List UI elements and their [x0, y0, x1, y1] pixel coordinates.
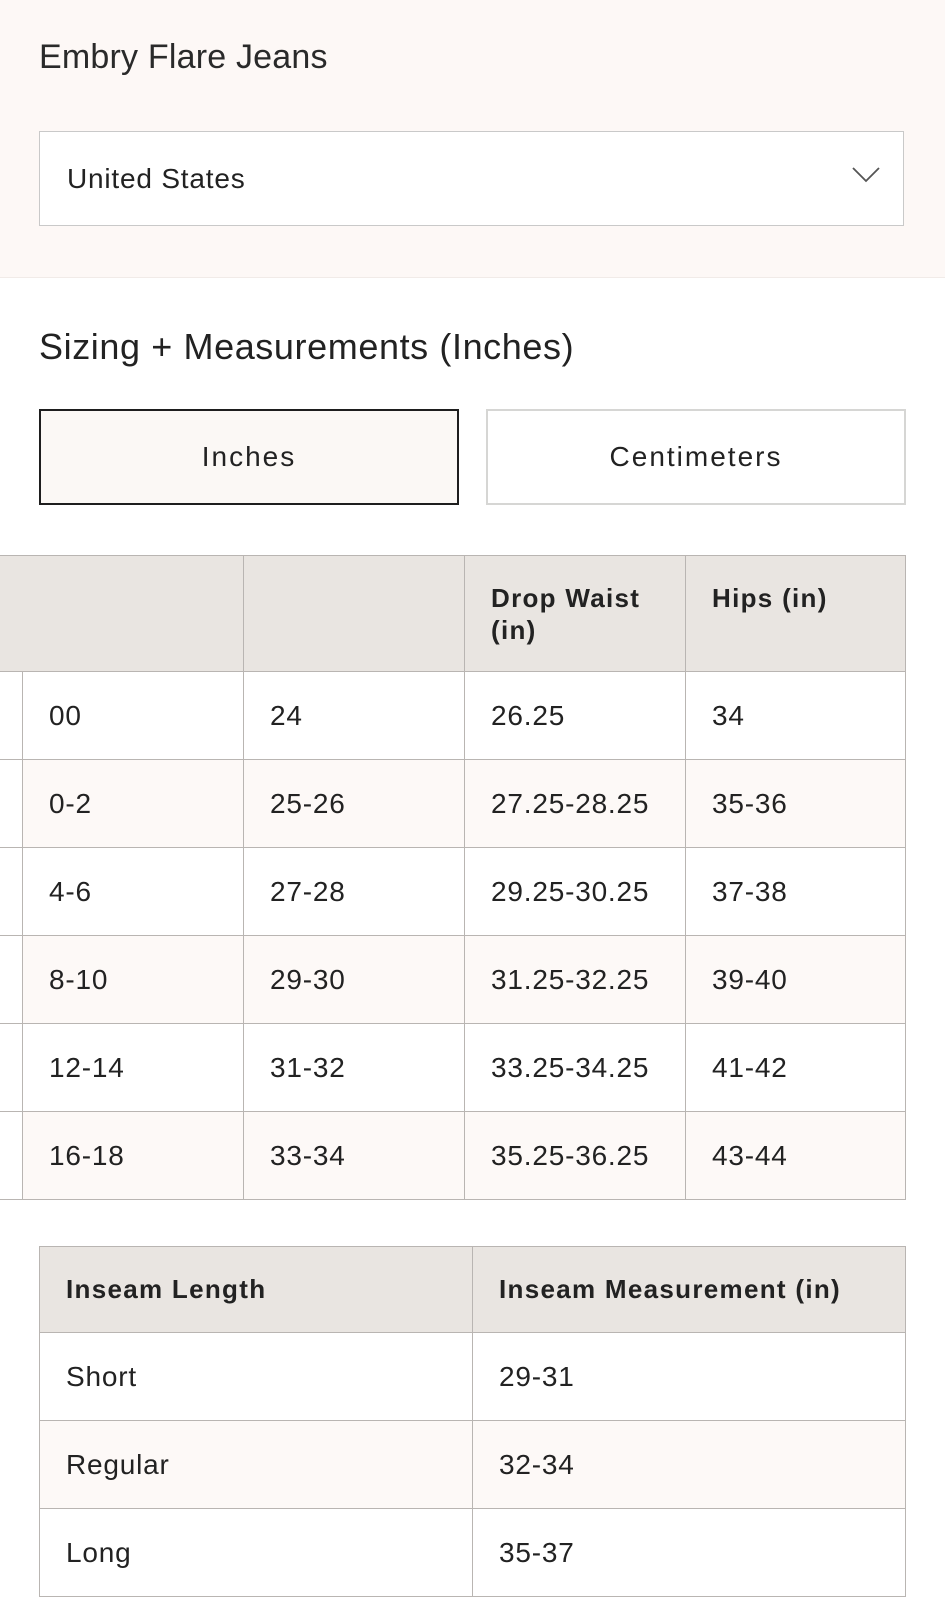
table-cell: 4-6 [23, 848, 244, 936]
table-cell: 33-34 [244, 1112, 465, 1200]
table-row [0, 672, 906, 760]
product-title: Embry Flare Jeans [39, 38, 328, 76]
table-cell: 31-32 [244, 1024, 465, 1112]
table-cell-stub [0, 1024, 23, 1112]
chevron-down-icon [849, 158, 883, 192]
table-cell-stub [0, 1112, 23, 1200]
table-row [0, 760, 906, 848]
table-cell: 43-44 [686, 1112, 906, 1200]
centimeters-button[interactable]: Centimeters [486, 409, 906, 505]
table-cell: 16-18 [23, 1112, 244, 1200]
section-title: Sizing + Measurements (Inches) [39, 326, 575, 367]
size-table-header-drop-waist: Drop Waist (in) [465, 556, 686, 672]
size-table-header-hips: Hips (in) [686, 556, 906, 672]
country-select-value: United States [67, 163, 246, 194]
table-cell: 35.25-36.25 [465, 1112, 686, 1200]
product-header [0, 0, 945, 278]
table-row [0, 1112, 906, 1200]
table-cell: 41-42 [686, 1024, 906, 1112]
table-cell: Regular [40, 1421, 473, 1509]
table-cell: 12-14 [23, 1024, 244, 1112]
table-cell: 26.25 [465, 672, 686, 760]
table-cell: 35-37 [473, 1509, 906, 1597]
size-table-header-row [0, 556, 906, 672]
table-cell-stub [0, 936, 23, 1024]
table-cell: 31.25-32.25 [465, 936, 686, 1024]
table-cell: 33.25-34.25 [465, 1024, 686, 1112]
table-cell: 25-26 [244, 760, 465, 848]
table-cell-stub [0, 672, 23, 760]
table-cell: 29.25-30.25 [465, 848, 686, 936]
table-cell: Long [40, 1509, 473, 1597]
size-table-header-stub [0, 556, 23, 672]
table-cell-stub [0, 760, 23, 848]
country-select[interactable] [39, 131, 904, 226]
table-cell: 34 [686, 672, 906, 760]
table-cell: 32-34 [473, 1421, 906, 1509]
inseam-table-header-measurement: Inseam Measurement (in) [473, 1247, 906, 1333]
size-table-header-cell [244, 556, 465, 672]
table-cell: 29-30 [244, 936, 465, 1024]
inseam-table-header-length: Inseam Length [40, 1247, 473, 1333]
size-table [0, 555, 906, 1200]
table-cell: 00 [23, 672, 244, 760]
table-cell: Short [40, 1333, 473, 1421]
table-cell: 37-38 [686, 848, 906, 936]
inseam-table-header-row [40, 1247, 906, 1333]
table-cell: 39-40 [686, 936, 906, 1024]
table-row [40, 1333, 906, 1421]
table-row [0, 936, 906, 1024]
table-cell: 27-28 [244, 848, 465, 936]
table-cell: 27.25-28.25 [465, 760, 686, 848]
table-cell: 0-2 [23, 760, 244, 848]
inseam-table [39, 1246, 906, 1597]
size-table-header-cell [23, 556, 244, 672]
table-cell: 24 [244, 672, 465, 760]
table-cell: 35-36 [686, 760, 906, 848]
table-cell-stub [0, 848, 23, 936]
table-row [0, 1024, 906, 1112]
inches-button[interactable]: Inches [39, 409, 459, 505]
table-cell: 8-10 [23, 936, 244, 1024]
table-row [40, 1509, 906, 1597]
table-row [40, 1421, 906, 1509]
table-cell: 29-31 [473, 1333, 906, 1421]
table-row [0, 848, 906, 936]
